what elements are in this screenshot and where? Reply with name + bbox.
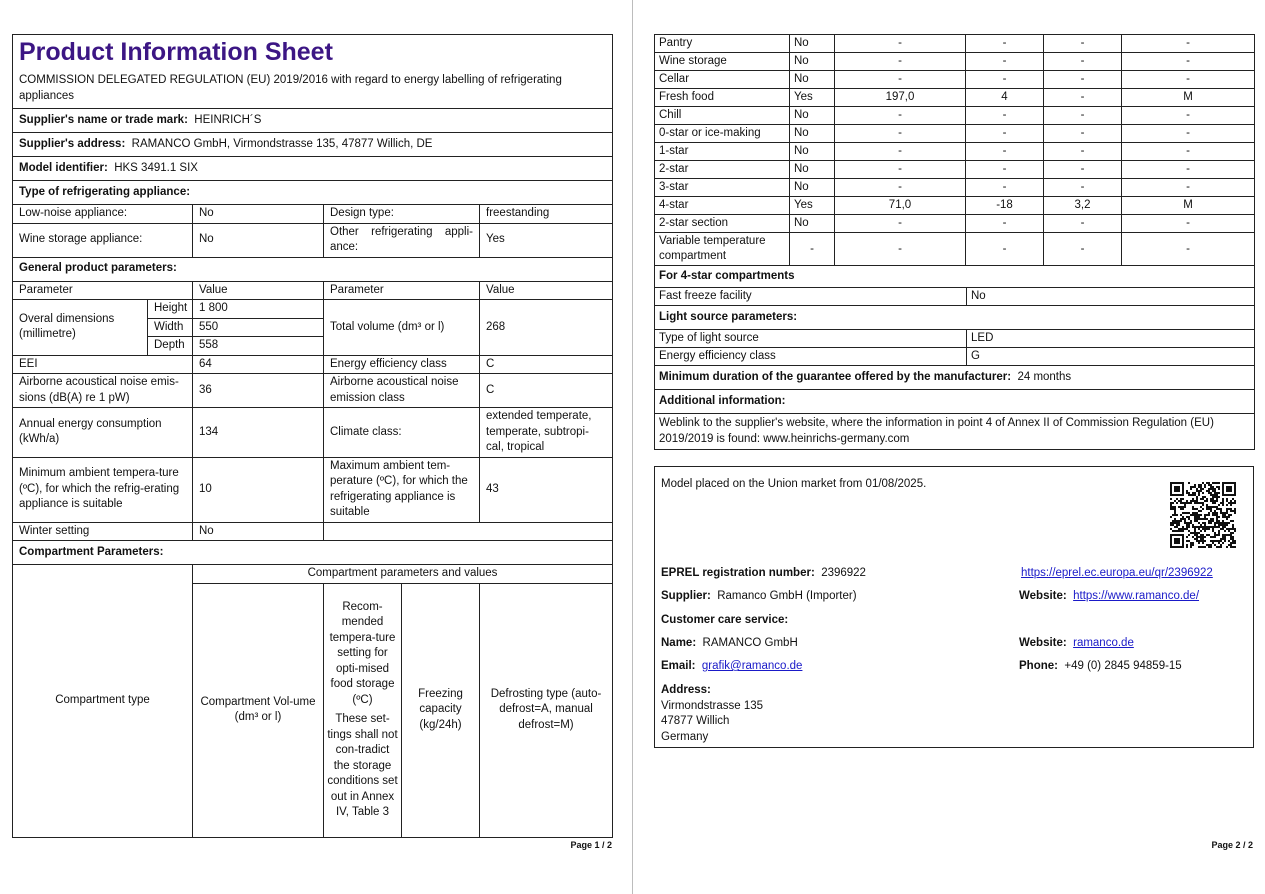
compartment-volume: - bbox=[835, 53, 966, 71]
compartment-details bbox=[654, 34, 1254, 450]
low-noise-value: No bbox=[193, 205, 324, 224]
compartment-row bbox=[655, 143, 1255, 161]
compartment-temperature: - bbox=[966, 71, 1044, 89]
compartment-rows-table bbox=[654, 34, 1255, 266]
compartment-type: 4-star bbox=[655, 197, 790, 215]
fast-freeze-value: No bbox=[967, 288, 1255, 306]
compartment-present: - bbox=[790, 233, 835, 266]
wine-value: No bbox=[193, 223, 324, 257]
eprel-value: 2396922 bbox=[821, 567, 866, 579]
address-value: RAMANCO GmbH, Virmondstrasse 135, 47877 Willich, DE bbox=[131, 137, 433, 150]
design-label: Design type: bbox=[324, 205, 480, 224]
compartment-defrost: - bbox=[1122, 53, 1255, 71]
min-ambient-label: Minimum ambient tempera-ture (ºC), for which the refrig-erating appliance is suitable bbox=[13, 457, 193, 522]
compartment-present: No bbox=[790, 143, 835, 161]
compartment-row bbox=[655, 107, 1255, 125]
compartment-present: No bbox=[790, 71, 835, 89]
compartment-type-header: Compartment type bbox=[13, 565, 193, 838]
website-label-2: Website: bbox=[1019, 637, 1067, 649]
compartment-type: 0-star or ice-making bbox=[655, 125, 790, 143]
compartment-rows bbox=[655, 35, 1255, 266]
compartment-present: No bbox=[790, 179, 835, 197]
additional-parameters-table bbox=[654, 265, 1255, 450]
winter-value: No bbox=[193, 522, 324, 541]
eprel-label: EPREL registration number: bbox=[661, 567, 815, 579]
energy-class-value: C bbox=[480, 355, 613, 374]
product-information-sheet bbox=[12, 34, 612, 838]
compartment-row bbox=[655, 197, 1255, 215]
address-line-2: 47877 Willich bbox=[661, 715, 730, 727]
defrost-type-header: Defrosting type (auto-defrost=A, manual defrost=M) bbox=[480, 583, 613, 837]
compartment-present: No bbox=[790, 125, 835, 143]
compartment-freezing-capacity: - bbox=[1044, 107, 1122, 125]
compartment-header-table bbox=[12, 564, 613, 838]
general-parameters-table bbox=[12, 34, 613, 565]
supplier-value: HEINRICH´S bbox=[194, 113, 262, 126]
depth-value: 558 bbox=[193, 337, 324, 356]
compartment-volume: - bbox=[835, 107, 966, 125]
general-heading: General product parameters: bbox=[13, 257, 613, 281]
max-ambient-value: 43 bbox=[480, 457, 613, 522]
compartment-temperature: - bbox=[966, 125, 1044, 143]
compartment-row bbox=[655, 161, 1255, 179]
compartment-defrost: M bbox=[1122, 89, 1255, 107]
compartment-defrost: - bbox=[1122, 71, 1255, 89]
compartment-volume: 197,0 bbox=[835, 89, 966, 107]
compartment-defrost: - bbox=[1122, 233, 1255, 266]
compartment-temperature: - bbox=[966, 233, 1044, 266]
noise-class-label: Airborne acoustical noise emission class bbox=[324, 374, 480, 408]
compartment-type: 1-star bbox=[655, 143, 790, 161]
compartment-volume: - bbox=[835, 215, 966, 233]
compartment-freezing-capacity: - bbox=[1044, 125, 1122, 143]
noise-label: Airborne acoustical noise emis-sions (dB(A) re 1 pW) bbox=[13, 374, 193, 408]
phone-label: Phone: bbox=[1019, 660, 1058, 672]
compartment-present: No bbox=[790, 107, 835, 125]
total-volume-label: Total volume (dm³ or l) bbox=[324, 300, 480, 356]
compartment-temperature: - bbox=[966, 161, 1044, 179]
compartment-present: No bbox=[790, 53, 835, 71]
email-label: Email: bbox=[661, 660, 696, 672]
col-parameter: Parameter bbox=[13, 281, 193, 300]
col-value: Value bbox=[193, 281, 324, 300]
other-value: Yes bbox=[480, 223, 613, 257]
annual-energy-value: 134 bbox=[193, 408, 324, 458]
email-link[interactable]: grafik@ramanco.de bbox=[701, 660, 803, 672]
compartment-volume: - bbox=[835, 125, 966, 143]
compartment-defrost: M bbox=[1122, 197, 1255, 215]
height-value: 1 800 bbox=[193, 300, 324, 319]
compartment-type: 3-star bbox=[655, 179, 790, 197]
low-noise-label: Low-noise appliance: bbox=[13, 205, 193, 224]
model-label: Model identifier: bbox=[19, 161, 108, 174]
compartment-freezing-capacity: - bbox=[1044, 53, 1122, 71]
eei-label: EEI bbox=[13, 355, 193, 374]
light-type-value: LED bbox=[967, 330, 1255, 348]
model-value: HKS 3491.1 SIX bbox=[114, 161, 198, 174]
compartment-temperature: - bbox=[966, 143, 1044, 161]
compartment-type: Chill bbox=[655, 107, 790, 125]
compartment-volume: - bbox=[835, 35, 966, 53]
compartment-defrost: - bbox=[1122, 143, 1255, 161]
wine-label: Wine storage appliance: bbox=[13, 223, 193, 257]
compartment-row bbox=[655, 215, 1255, 233]
compartment-freezing-capacity: - bbox=[1044, 161, 1122, 179]
climate-label: Climate class: bbox=[324, 408, 480, 458]
compartment-type: Pantry bbox=[655, 35, 790, 53]
website-link-2[interactable]: ramanco.de bbox=[1073, 637, 1134, 649]
compartment-type: Cellar bbox=[655, 71, 790, 89]
compartment-row bbox=[655, 53, 1255, 71]
compartment-type: Variable temperature compartment bbox=[655, 233, 790, 266]
freezing-capacity-header: Freezing capacity (kg/24h) bbox=[402, 583, 480, 837]
compartment-temperature: - bbox=[966, 179, 1044, 197]
compartment-present: No bbox=[790, 35, 835, 53]
other-label: Other refrigerating appli-ance: bbox=[324, 223, 480, 257]
website-label: Website: bbox=[1019, 590, 1067, 602]
address-label: Supplier's address: bbox=[19, 137, 126, 150]
address-block bbox=[661, 683, 763, 745]
compartment-group-header: Compartment parameters and values bbox=[193, 565, 613, 584]
compartment-type: 2-star section bbox=[655, 215, 790, 233]
compartment-present: No bbox=[790, 161, 835, 179]
compartment-temperature: - bbox=[966, 215, 1044, 233]
address-label-2: Address: bbox=[661, 684, 711, 696]
compartment-type: Fresh food bbox=[655, 89, 790, 107]
page-number: Page 1 / 2 bbox=[570, 840, 612, 850]
regulation-text: COMMISSION DELEGATED REGULATION (EU) 2019/2016 with regard to energy labelling of refrigerating appliances bbox=[19, 74, 562, 102]
address-line-3: Germany bbox=[661, 730, 709, 743]
compartment-present: Yes bbox=[790, 89, 835, 107]
compartment-volume: - bbox=[835, 179, 966, 197]
compartment-heading: Compartment Parameters: bbox=[13, 541, 613, 565]
compartment-volume-header: Compartment Vol-ume (dm³ or l) bbox=[193, 583, 324, 837]
col-parameter-2: Parameter bbox=[324, 281, 480, 300]
type-heading: Type of refrigerating appliance: bbox=[13, 181, 613, 205]
guarantee-label: Minimum duration of the guarantee offered by the manufacturer: bbox=[659, 371, 1012, 383]
design-value: freestanding bbox=[480, 205, 613, 224]
noise-value: 36 bbox=[193, 374, 324, 408]
energy-class-label: Energy efficiency class bbox=[324, 355, 480, 374]
min-ambient-value: 10 bbox=[193, 457, 324, 522]
compartment-defrost: - bbox=[1122, 35, 1255, 53]
light-heading: Light source parameters: bbox=[655, 306, 1255, 330]
eprel-link[interactable]: https://eprel.ec.europa.eu/qr/2396922 bbox=[1021, 567, 1213, 579]
compartment-freezing-capacity: - bbox=[1044, 215, 1122, 233]
eprel-info-card bbox=[654, 466, 1254, 748]
total-volume-value: 268 bbox=[480, 300, 613, 356]
compartment-defrost: - bbox=[1122, 107, 1255, 125]
compartment-temperature: - bbox=[966, 35, 1044, 53]
depth-label: Depth bbox=[148, 337, 193, 356]
compartment-volume: - bbox=[835, 143, 966, 161]
temperature-header-note: These set-tings shall not con-tradict the storage conditions set out in Annex IV, Table 3 bbox=[327, 713, 398, 818]
compartment-freezing-capacity: - bbox=[1044, 233, 1122, 266]
col-value-2: Value bbox=[480, 281, 613, 300]
compartment-present: Yes bbox=[790, 197, 835, 215]
compartment-temperature: - bbox=[966, 53, 1044, 71]
compartment-type: Wine storage bbox=[655, 53, 790, 71]
compartment-volume: - bbox=[835, 71, 966, 89]
light-class-label: Energy efficiency class bbox=[655, 348, 967, 366]
compartment-row bbox=[655, 71, 1255, 89]
compartment-temperature-header bbox=[324, 583, 402, 837]
height-label: Height bbox=[148, 300, 193, 319]
compartment-freezing-capacity: - bbox=[1044, 35, 1122, 53]
fourstar-heading: For 4-star compartments bbox=[655, 266, 1255, 288]
supplier-label-2: Supplier: bbox=[661, 590, 711, 602]
page-title: Product Information Sheet bbox=[19, 38, 333, 66]
phone-value: +49 (0) 2845 94859-15 bbox=[1064, 660, 1182, 672]
compartment-type: 2-star bbox=[655, 161, 790, 179]
width-value: 550 bbox=[193, 318, 324, 337]
compartment-defrost: - bbox=[1122, 179, 1255, 197]
annual-energy-label: Annual energy consumption (kWh/a) bbox=[13, 408, 193, 458]
qr-code-icon bbox=[1170, 482, 1236, 548]
max-ambient-label: Maximum ambient tem-perature (ºC), for which the refrigerating appliance is suitable bbox=[324, 457, 480, 522]
compartment-volume: - bbox=[835, 233, 966, 266]
compartment-freezing-capacity: - bbox=[1044, 179, 1122, 197]
additional-heading: Additional information: bbox=[655, 390, 1255, 414]
temperature-header-main: Recom-mended tempera-ture setting for opti-mised food storage (ºC) bbox=[329, 600, 396, 706]
width-label: Width bbox=[148, 318, 193, 337]
compartment-defrost: - bbox=[1122, 215, 1255, 233]
compartment-freezing-capacity: - bbox=[1044, 143, 1122, 161]
compartment-present: No bbox=[790, 215, 835, 233]
compartment-temperature: -18 bbox=[966, 197, 1044, 215]
address-line-1: Virmondstrasse 135 bbox=[661, 699, 764, 712]
weblink-text: Weblink to the supplier's website, where the information in point 4 of Annex II of Commission Regulation (EU) 2019/2019 is found: www.heinrichs-germany.com bbox=[655, 414, 1255, 450]
light-type-label: Type of light source bbox=[655, 330, 967, 348]
customer-care-heading: Customer care service: bbox=[661, 614, 789, 626]
light-class-value: G bbox=[967, 348, 1255, 366]
name-value: RAMANCO GmbH bbox=[702, 637, 798, 649]
compartment-temperature: 4 bbox=[966, 89, 1044, 107]
dimensions-label: Overal dimensions (millimetre) bbox=[13, 300, 148, 356]
compartment-row bbox=[655, 89, 1255, 107]
page-number-2: Page 2 / 2 bbox=[1211, 840, 1253, 850]
compartment-volume: - bbox=[835, 161, 966, 179]
eei-value: 64 bbox=[193, 355, 324, 374]
compartment-temperature: - bbox=[966, 107, 1044, 125]
supplier-value-2: Ramanco GmbH (Importer) bbox=[717, 590, 857, 602]
guarantee-value: 24 months bbox=[1017, 371, 1072, 383]
winter-label: Winter setting bbox=[13, 522, 193, 541]
fast-freeze-label: Fast freeze facility bbox=[655, 288, 967, 306]
website-link[interactable]: https://www.ramanco.de/ bbox=[1073, 590, 1200, 602]
compartment-row bbox=[655, 35, 1255, 53]
compartment-freezing-capacity: 3,2 bbox=[1044, 197, 1122, 215]
name-label: Name: bbox=[661, 637, 697, 649]
climate-value: extended temperate, temperate, subtropi-cal, tropical bbox=[480, 408, 613, 458]
compartment-row bbox=[655, 179, 1255, 197]
compartment-row bbox=[655, 233, 1255, 266]
page-1 bbox=[0, 0, 632, 894]
qr-code[interactable] bbox=[1170, 482, 1236, 551]
compartment-volume: 71,0 bbox=[835, 197, 966, 215]
compartment-freezing-capacity: - bbox=[1044, 71, 1122, 89]
compartment-freezing-capacity: - bbox=[1044, 89, 1122, 107]
compartment-defrost: - bbox=[1122, 125, 1255, 143]
compartment-defrost: - bbox=[1122, 161, 1255, 179]
page-divider bbox=[632, 0, 633, 894]
compartment-row bbox=[655, 125, 1255, 143]
supplier-label: Supplier's name or trade mark: bbox=[19, 113, 188, 126]
noise-class-value: C bbox=[480, 374, 613, 408]
page-2 bbox=[634, 0, 1265, 894]
market-text: Model placed on the Union market from 01/08/2025. bbox=[661, 478, 927, 490]
